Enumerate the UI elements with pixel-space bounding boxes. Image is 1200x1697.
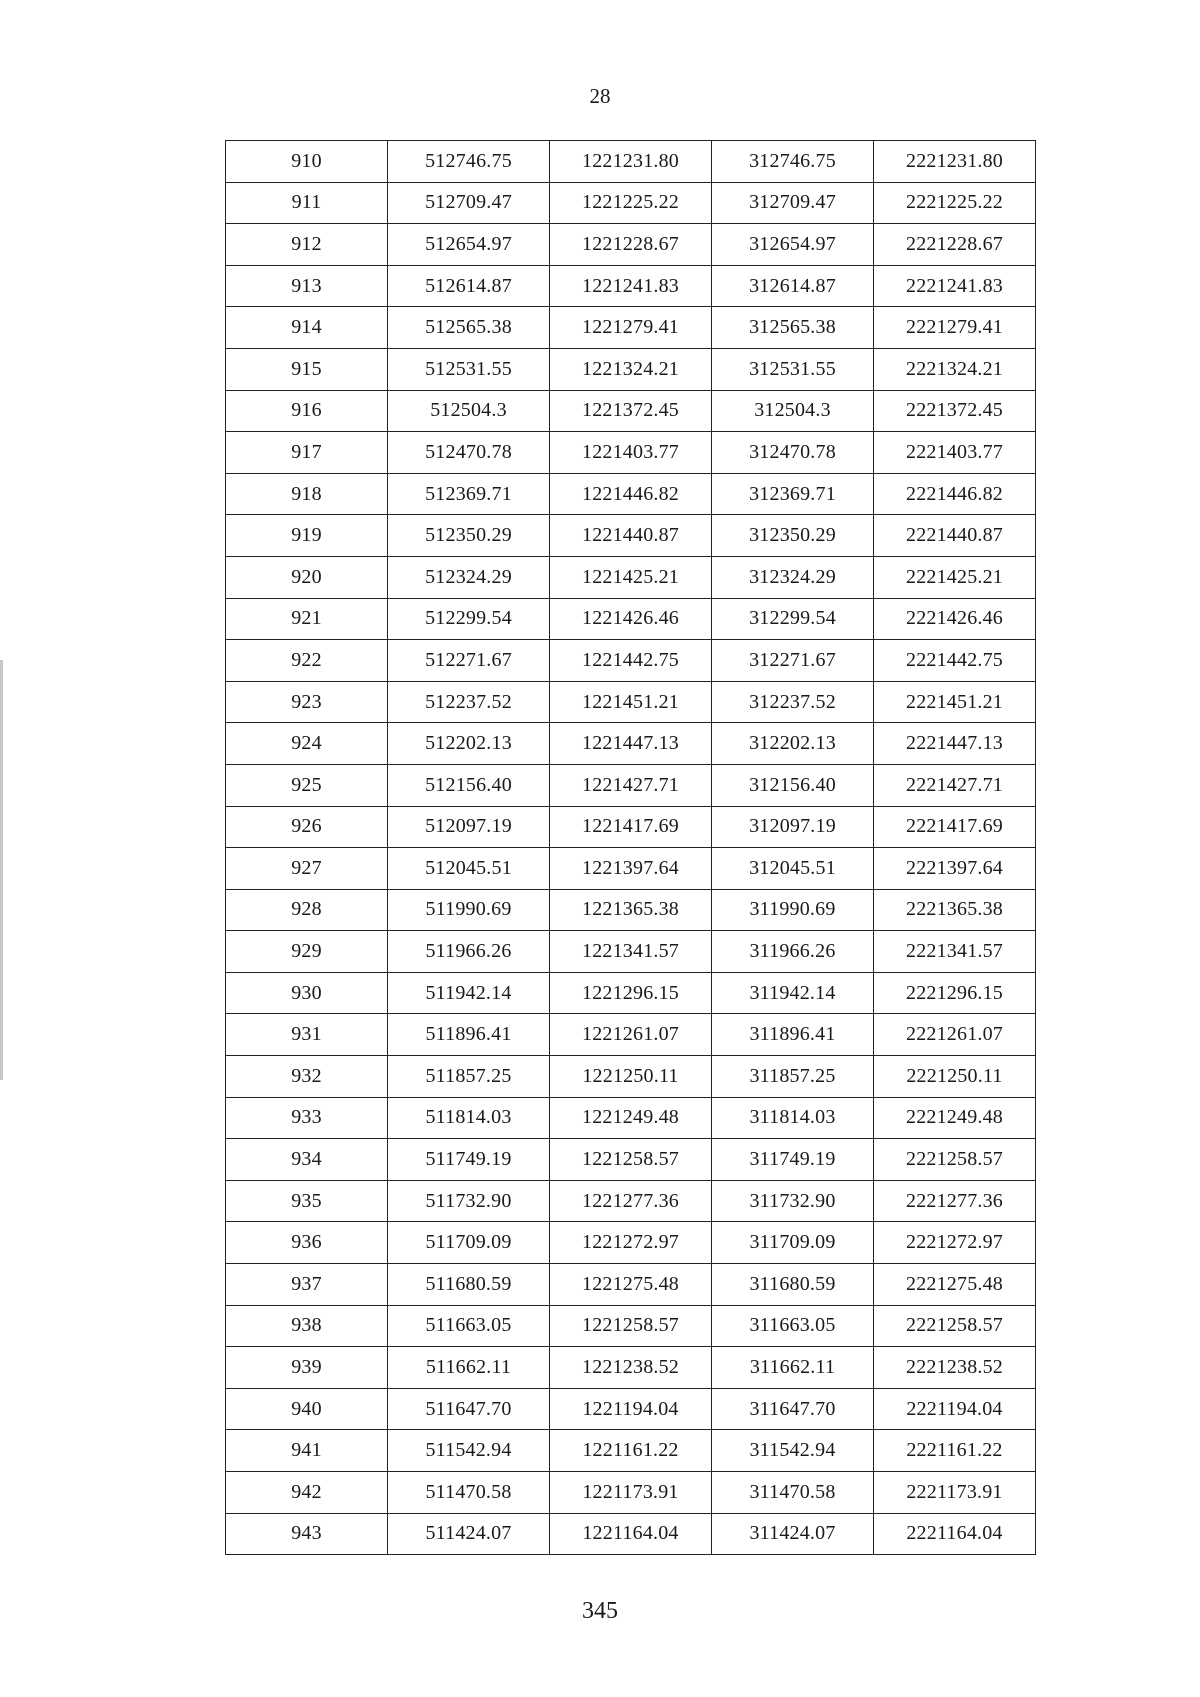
scan-edge-mark bbox=[0, 660, 3, 1080]
y-coordinate-cell: 1221194.04 bbox=[550, 1388, 712, 1430]
x2-coordinate-cell: 311424.07 bbox=[712, 1513, 874, 1555]
table-row bbox=[226, 1139, 1036, 1181]
table-row bbox=[226, 265, 1036, 307]
point-number-cell: 920 bbox=[226, 556, 388, 598]
point-number-cell: 913 bbox=[226, 265, 388, 307]
y2-coordinate-cell: 2221296.15 bbox=[874, 972, 1036, 1014]
x2-coordinate-cell: 312299.54 bbox=[712, 598, 874, 640]
y2-coordinate-cell: 2221324.21 bbox=[874, 348, 1036, 390]
y-coordinate-cell: 1221372.45 bbox=[550, 390, 712, 432]
y-coordinate-cell: 1221324.21 bbox=[550, 348, 712, 390]
x2-coordinate-cell: 312470.78 bbox=[712, 432, 874, 474]
y-coordinate-cell: 1221238.52 bbox=[550, 1347, 712, 1389]
y2-coordinate-cell: 2221250.11 bbox=[874, 1056, 1036, 1098]
table-row bbox=[226, 390, 1036, 432]
x-coordinate-cell: 512369.71 bbox=[388, 473, 550, 515]
x-coordinate-cell: 512045.51 bbox=[388, 848, 550, 890]
y2-coordinate-cell: 2221440.87 bbox=[874, 515, 1036, 557]
y-coordinate-cell: 1221403.77 bbox=[550, 432, 712, 474]
table-row bbox=[226, 1264, 1036, 1306]
y2-coordinate-cell: 2221194.04 bbox=[874, 1388, 1036, 1430]
y-coordinate-cell: 1221417.69 bbox=[550, 806, 712, 848]
table-row bbox=[226, 1305, 1036, 1347]
point-number-cell: 930 bbox=[226, 972, 388, 1014]
table-row bbox=[226, 848, 1036, 890]
table-row bbox=[226, 931, 1036, 973]
table-row bbox=[226, 182, 1036, 224]
x-coordinate-cell: 511896.41 bbox=[388, 1014, 550, 1056]
point-number-cell: 928 bbox=[226, 889, 388, 931]
point-number-cell: 943 bbox=[226, 1513, 388, 1555]
point-number-cell: 942 bbox=[226, 1472, 388, 1514]
y-coordinate-cell: 1221250.11 bbox=[550, 1056, 712, 1098]
y-coordinate-cell: 1221442.75 bbox=[550, 640, 712, 682]
y2-coordinate-cell: 2221446.82 bbox=[874, 473, 1036, 515]
x2-coordinate-cell: 311814.03 bbox=[712, 1097, 874, 1139]
table-row bbox=[226, 1430, 1036, 1472]
x-coordinate-cell: 512654.97 bbox=[388, 224, 550, 266]
y2-coordinate-cell: 2221447.13 bbox=[874, 723, 1036, 765]
x2-coordinate-cell: 312156.40 bbox=[712, 764, 874, 806]
y2-coordinate-cell: 2221258.57 bbox=[874, 1305, 1036, 1347]
table-row bbox=[226, 723, 1036, 765]
point-number-cell: 912 bbox=[226, 224, 388, 266]
point-number-cell: 919 bbox=[226, 515, 388, 557]
x2-coordinate-cell: 312504.3 bbox=[712, 390, 874, 432]
x-coordinate-cell: 511966.26 bbox=[388, 931, 550, 973]
x-coordinate-cell: 511990.69 bbox=[388, 889, 550, 931]
point-number-cell: 936 bbox=[226, 1222, 388, 1264]
point-number-cell: 929 bbox=[226, 931, 388, 973]
table-row bbox=[226, 224, 1036, 266]
point-number-cell: 941 bbox=[226, 1430, 388, 1472]
x-coordinate-cell: 511680.59 bbox=[388, 1264, 550, 1306]
x2-coordinate-cell: 312531.55 bbox=[712, 348, 874, 390]
table-row bbox=[226, 1513, 1036, 1555]
x2-coordinate-cell: 311647.70 bbox=[712, 1388, 874, 1430]
x2-coordinate-cell: 312045.51 bbox=[712, 848, 874, 890]
y-coordinate-cell: 1221258.57 bbox=[550, 1305, 712, 1347]
point-number-cell: 931 bbox=[226, 1014, 388, 1056]
y2-coordinate-cell: 2221249.48 bbox=[874, 1097, 1036, 1139]
y-coordinate-cell: 1221296.15 bbox=[550, 972, 712, 1014]
x2-coordinate-cell: 312654.97 bbox=[712, 224, 874, 266]
point-number-cell: 937 bbox=[226, 1264, 388, 1306]
x2-coordinate-cell: 312565.38 bbox=[712, 307, 874, 349]
y2-coordinate-cell: 2221261.07 bbox=[874, 1014, 1036, 1056]
y2-coordinate-cell: 2221341.57 bbox=[874, 931, 1036, 973]
point-number-cell: 910 bbox=[226, 141, 388, 183]
y2-coordinate-cell: 2221225.22 bbox=[874, 182, 1036, 224]
x2-coordinate-cell: 312202.13 bbox=[712, 723, 874, 765]
x-coordinate-cell: 512202.13 bbox=[388, 723, 550, 765]
x-coordinate-cell: 512156.40 bbox=[388, 764, 550, 806]
bottom-page-number: 345 bbox=[582, 1598, 618, 1624]
x-coordinate-cell: 511647.70 bbox=[388, 1388, 550, 1430]
x-coordinate-cell: 512470.78 bbox=[388, 432, 550, 474]
point-number-cell: 923 bbox=[226, 681, 388, 723]
y2-coordinate-cell: 2221161.22 bbox=[874, 1430, 1036, 1472]
y-coordinate-cell: 1221173.91 bbox=[550, 1472, 712, 1514]
y-coordinate-cell: 1221440.87 bbox=[550, 515, 712, 557]
x2-coordinate-cell: 311857.25 bbox=[712, 1056, 874, 1098]
table-row bbox=[226, 1056, 1036, 1098]
x2-coordinate-cell: 312350.29 bbox=[712, 515, 874, 557]
y2-coordinate-cell: 2221258.57 bbox=[874, 1139, 1036, 1181]
y2-coordinate-cell: 2221426.46 bbox=[874, 598, 1036, 640]
table-row bbox=[226, 141, 1036, 183]
table-row bbox=[226, 348, 1036, 390]
top-page-number: 28 bbox=[589, 84, 611, 108]
x-coordinate-cell: 511732.90 bbox=[388, 1180, 550, 1222]
x2-coordinate-cell: 311942.14 bbox=[712, 972, 874, 1014]
x-coordinate-cell: 512746.75 bbox=[388, 141, 550, 183]
x-coordinate-cell: 511662.11 bbox=[388, 1347, 550, 1389]
table-row bbox=[226, 972, 1036, 1014]
x2-coordinate-cell: 312614.87 bbox=[712, 265, 874, 307]
x-coordinate-cell: 511749.19 bbox=[388, 1139, 550, 1181]
point-number-cell: 911 bbox=[226, 182, 388, 224]
y2-coordinate-cell: 2221241.83 bbox=[874, 265, 1036, 307]
y2-coordinate-cell: 2221279.41 bbox=[874, 307, 1036, 349]
y2-coordinate-cell: 2221417.69 bbox=[874, 806, 1036, 848]
point-number-cell: 915 bbox=[226, 348, 388, 390]
y2-coordinate-cell: 2221442.75 bbox=[874, 640, 1036, 682]
x-coordinate-cell: 512237.52 bbox=[388, 681, 550, 723]
x2-coordinate-cell: 311966.26 bbox=[712, 931, 874, 973]
y-coordinate-cell: 1221397.64 bbox=[550, 848, 712, 890]
x-coordinate-cell: 512504.3 bbox=[388, 390, 550, 432]
table-row bbox=[226, 1222, 1036, 1264]
y-coordinate-cell: 1221231.80 bbox=[550, 141, 712, 183]
x2-coordinate-cell: 312369.71 bbox=[712, 473, 874, 515]
y-coordinate-cell: 1221258.57 bbox=[550, 1139, 712, 1181]
point-number-cell: 940 bbox=[226, 1388, 388, 1430]
point-number-cell: 927 bbox=[226, 848, 388, 890]
table-row bbox=[226, 432, 1036, 474]
table-row bbox=[226, 473, 1036, 515]
point-number-cell: 932 bbox=[226, 1056, 388, 1098]
y2-coordinate-cell: 2221228.67 bbox=[874, 224, 1036, 266]
point-number-cell: 921 bbox=[226, 598, 388, 640]
point-number-cell: 935 bbox=[226, 1180, 388, 1222]
point-number-cell: 925 bbox=[226, 764, 388, 806]
point-number-cell: 926 bbox=[226, 806, 388, 848]
y-coordinate-cell: 1221341.57 bbox=[550, 931, 712, 973]
table-row bbox=[226, 1097, 1036, 1139]
x2-coordinate-cell: 311542.94 bbox=[712, 1430, 874, 1472]
x-coordinate-cell: 511814.03 bbox=[388, 1097, 550, 1139]
point-number-cell: 918 bbox=[226, 473, 388, 515]
x2-coordinate-cell: 311663.05 bbox=[712, 1305, 874, 1347]
y-coordinate-cell: 1221425.21 bbox=[550, 556, 712, 598]
x-coordinate-cell: 512531.55 bbox=[388, 348, 550, 390]
y-coordinate-cell: 1221427.71 bbox=[550, 764, 712, 806]
y2-coordinate-cell: 2221397.64 bbox=[874, 848, 1036, 890]
x2-coordinate-cell: 311470.58 bbox=[712, 1472, 874, 1514]
point-number-cell: 939 bbox=[226, 1347, 388, 1389]
point-number-cell: 916 bbox=[226, 390, 388, 432]
table-row bbox=[226, 1347, 1036, 1389]
y-coordinate-cell: 1221261.07 bbox=[550, 1014, 712, 1056]
x2-coordinate-cell: 311990.69 bbox=[712, 889, 874, 931]
point-number-cell: 924 bbox=[226, 723, 388, 765]
y2-coordinate-cell: 2221425.21 bbox=[874, 556, 1036, 598]
x-coordinate-cell: 511857.25 bbox=[388, 1056, 550, 1098]
table-row bbox=[226, 764, 1036, 806]
table-row bbox=[226, 515, 1036, 557]
point-number-cell: 922 bbox=[226, 640, 388, 682]
table-row bbox=[226, 556, 1036, 598]
table-row bbox=[226, 1472, 1036, 1514]
y-coordinate-cell: 1221279.41 bbox=[550, 307, 712, 349]
y2-coordinate-cell: 2221272.97 bbox=[874, 1222, 1036, 1264]
x-coordinate-cell: 512565.38 bbox=[388, 307, 550, 349]
y-coordinate-cell: 1221228.67 bbox=[550, 224, 712, 266]
point-number-cell: 938 bbox=[226, 1305, 388, 1347]
y-coordinate-cell: 1221426.46 bbox=[550, 598, 712, 640]
y-coordinate-cell: 1221161.22 bbox=[550, 1430, 712, 1472]
x2-coordinate-cell: 312709.47 bbox=[712, 182, 874, 224]
y2-coordinate-cell: 2221164.04 bbox=[874, 1513, 1036, 1555]
table-row bbox=[226, 1180, 1036, 1222]
x2-coordinate-cell: 311732.90 bbox=[712, 1180, 874, 1222]
x2-coordinate-cell: 312097.19 bbox=[712, 806, 874, 848]
x-coordinate-cell: 512271.67 bbox=[388, 640, 550, 682]
table-row bbox=[226, 806, 1036, 848]
x-coordinate-cell: 511663.05 bbox=[388, 1305, 550, 1347]
point-number-cell: 917 bbox=[226, 432, 388, 474]
y-coordinate-cell: 1221272.97 bbox=[550, 1222, 712, 1264]
x-coordinate-cell: 511470.58 bbox=[388, 1472, 550, 1514]
table-row bbox=[226, 640, 1036, 682]
x-coordinate-cell: 512350.29 bbox=[388, 515, 550, 557]
y2-coordinate-cell: 2221231.80 bbox=[874, 141, 1036, 183]
y-coordinate-cell: 1221277.36 bbox=[550, 1180, 712, 1222]
y2-coordinate-cell: 2221427.71 bbox=[874, 764, 1036, 806]
point-number-cell: 934 bbox=[226, 1139, 388, 1181]
x2-coordinate-cell: 312271.67 bbox=[712, 640, 874, 682]
y-coordinate-cell: 1221275.48 bbox=[550, 1264, 712, 1306]
table-row bbox=[226, 1388, 1036, 1430]
x2-coordinate-cell: 312324.29 bbox=[712, 556, 874, 598]
coordinates-table bbox=[225, 140, 1036, 1555]
y-coordinate-cell: 1221164.04 bbox=[550, 1513, 712, 1555]
table-row bbox=[226, 889, 1036, 931]
y-coordinate-cell: 1221241.83 bbox=[550, 265, 712, 307]
x2-coordinate-cell: 311680.59 bbox=[712, 1264, 874, 1306]
x2-coordinate-cell: 311662.11 bbox=[712, 1347, 874, 1389]
x2-coordinate-cell: 312237.52 bbox=[712, 681, 874, 723]
y-coordinate-cell: 1221249.48 bbox=[550, 1097, 712, 1139]
y2-coordinate-cell: 2221451.21 bbox=[874, 681, 1036, 723]
y-coordinate-cell: 1221451.21 bbox=[550, 681, 712, 723]
table-row bbox=[226, 681, 1036, 723]
x2-coordinate-cell: 312746.75 bbox=[712, 141, 874, 183]
point-number-cell: 933 bbox=[226, 1097, 388, 1139]
x-coordinate-cell: 512614.87 bbox=[388, 265, 550, 307]
x2-coordinate-cell: 311896.41 bbox=[712, 1014, 874, 1056]
y2-coordinate-cell: 2221372.45 bbox=[874, 390, 1036, 432]
x2-coordinate-cell: 311749.19 bbox=[712, 1139, 874, 1181]
x2-coordinate-cell: 311709.09 bbox=[712, 1222, 874, 1264]
table-row bbox=[226, 1014, 1036, 1056]
y2-coordinate-cell: 2221275.48 bbox=[874, 1264, 1036, 1306]
x-coordinate-cell: 512709.47 bbox=[388, 182, 550, 224]
point-number-cell: 914 bbox=[226, 307, 388, 349]
y-coordinate-cell: 1221365.38 bbox=[550, 889, 712, 931]
y2-coordinate-cell: 2221277.36 bbox=[874, 1180, 1036, 1222]
y-coordinate-cell: 1221447.13 bbox=[550, 723, 712, 765]
coordinates-table-body bbox=[226, 141, 1036, 1555]
y2-coordinate-cell: 2221365.38 bbox=[874, 889, 1036, 931]
y-coordinate-cell: 1221446.82 bbox=[550, 473, 712, 515]
x-coordinate-cell: 511942.14 bbox=[388, 972, 550, 1014]
y2-coordinate-cell: 2221238.52 bbox=[874, 1347, 1036, 1389]
x-coordinate-cell: 511542.94 bbox=[388, 1430, 550, 1472]
y2-coordinate-cell: 2221403.77 bbox=[874, 432, 1036, 474]
table-row bbox=[226, 307, 1036, 349]
y-coordinate-cell: 1221225.22 bbox=[550, 182, 712, 224]
x-coordinate-cell: 511709.09 bbox=[388, 1222, 550, 1264]
y2-coordinate-cell: 2221173.91 bbox=[874, 1472, 1036, 1514]
table-row bbox=[226, 598, 1036, 640]
x-coordinate-cell: 511424.07 bbox=[388, 1513, 550, 1555]
x-coordinate-cell: 512299.54 bbox=[388, 598, 550, 640]
x-coordinate-cell: 512097.19 bbox=[388, 806, 550, 848]
x-coordinate-cell: 512324.29 bbox=[388, 556, 550, 598]
